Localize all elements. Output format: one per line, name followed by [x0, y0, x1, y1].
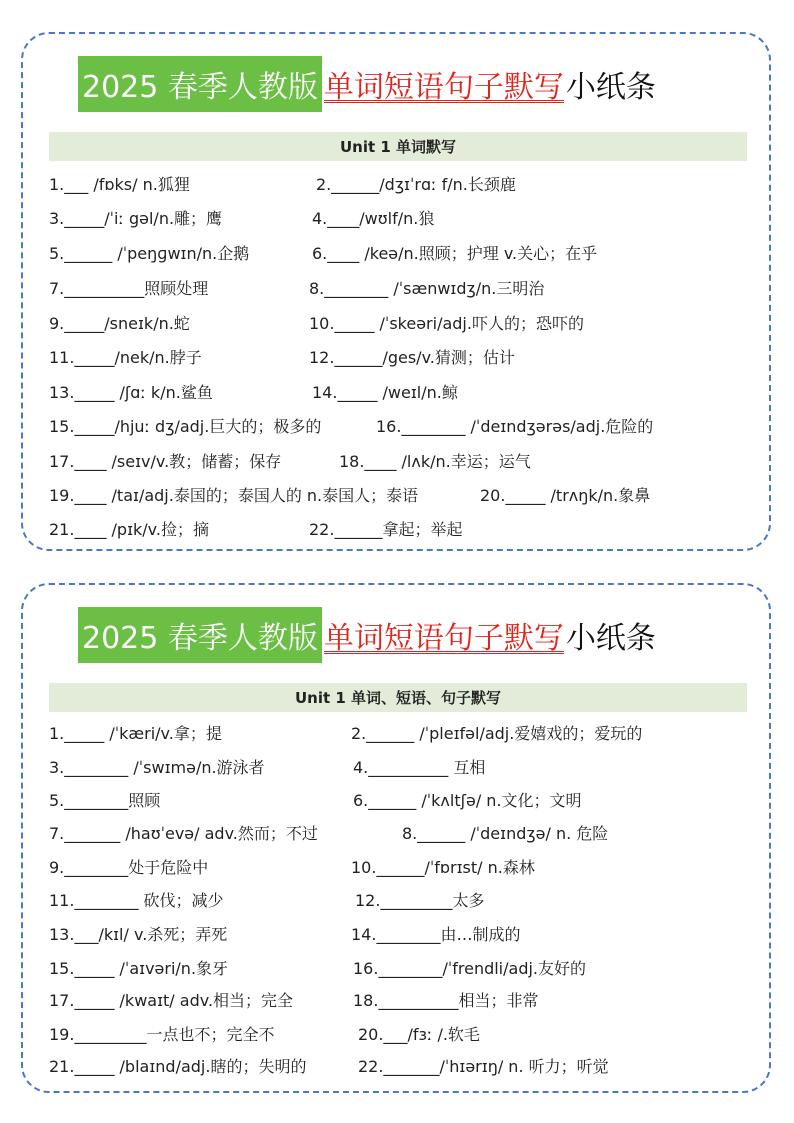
- vocab-item-6: 6.______ /ˈkʌltʃə/ n.文化；文明: [353, 791, 582, 810]
- vocab-item-17: 17.____ /seɪv/v.教；储蓄；保存: [49, 452, 282, 471]
- vocab-item-8: 8.________ /ˈsænwɪdʒ/n.三明治: [309, 279, 545, 298]
- vocab-item-3: 3.________ /ˈswɪmə/n.游泳者: [49, 758, 265, 777]
- vocab-item-22: 22.______拿起；举起: [309, 520, 463, 539]
- vocab-item-12: 12.______/ges/v.猜测；估计: [309, 348, 515, 367]
- vocab-item-4: 4.__________ 互相: [353, 758, 486, 777]
- vocab-item-3: 3._____/ˈiː gəl/n.雕；鹰: [49, 209, 223, 228]
- vocab-item-21: 21._____ /blaɪnd/adj.瞎的；失明的: [49, 1057, 307, 1076]
- title-red-part: 单词短语句子默写: [322, 607, 564, 663]
- vocab-item-10: 10._____ /ˈskeəri/adj.吓人的；恐吓的: [309, 314, 584, 333]
- vocab-item-19: 19._________一点也不；完全不: [49, 1025, 275, 1044]
- card-title: [78, 56, 656, 112]
- vocab-item-8: 8.______ /ˈdeɪndʒə/ n. 危险: [402, 824, 609, 843]
- vocab-item-2: 2.______/dʒɪˈrɑː f/n.长颈鹿: [316, 175, 516, 194]
- vocab-item-16: 16.________/ˈfrendli/adj.友好的: [353, 959, 587, 978]
- vocab-item-1: 1._____ /ˈkæri/v.拿；提: [49, 724, 222, 743]
- vocab-item-14: 14.________由…制成的: [351, 925, 521, 944]
- vocab-item-9: 9.________处于危险中: [49, 858, 209, 877]
- vocab-item-13: 13._____ /ʃɑː k/n.鲨鱼: [49, 383, 213, 402]
- vocab-item-1: 1.___ /fɒks/ n.狐狸: [49, 175, 190, 194]
- unit-header: Unit 1 单词、短语、句子默写: [49, 683, 747, 712]
- vocab-item-20: 20._____ /trʌŋk/n.象鼻: [480, 486, 651, 505]
- worksheet-card-2: [21, 583, 771, 1093]
- unit-header: Unit 1 单词默写: [49, 132, 747, 161]
- vocab-item-15: 15._____ /ˈaɪvəri/n.象牙: [49, 959, 229, 978]
- vocab-item-4: 4.____/wʊlf/n.狼: [312, 209, 435, 228]
- vocab-item-5: 5.______ /ˈpeŋɡwɪn/n.企鹅: [49, 244, 250, 263]
- vocab-item-7: 7.__________照顾处理: [49, 279, 209, 298]
- title-green-part: 2025 春季人教版: [78, 56, 322, 112]
- vocab-item-10: 10.______/ˈfɒrɪst/ n.森林: [351, 858, 535, 877]
- vocab-item-22: 22._______/ˈhɪərɪŋ/ n. 听力；听觉: [358, 1057, 609, 1076]
- vocab-item-16: 16.________ /ˈdeɪndʒərəs/adj.危险的: [376, 417, 654, 436]
- vocab-item-13: 13.___/kɪl/ v.杀死；弄死: [49, 925, 228, 944]
- vocab-item-9: 9._____/sneɪk/n.蛇: [49, 314, 190, 333]
- vocab-item-14: 14._____ /weɪl/n.鲸: [312, 383, 458, 402]
- title-green-part: 2025 春季人教版: [78, 607, 322, 663]
- vocab-item-12: 12._________太多: [355, 891, 485, 910]
- vocab-item-6: 6.____ /keə/n.照顾；护理 v.关心；在乎: [312, 244, 598, 263]
- vocab-item-11: 11.________ 砍伐；减少: [49, 891, 224, 910]
- vocab-item-21: 21.____ /pɪk/v.捡；摘: [49, 520, 209, 539]
- vocab-item-15: 15._____/hjuː dʒ/adj.巨大的；极多的: [49, 417, 322, 436]
- vocab-item-2: 2.______ /ˈpleɪfəl/adj.爱嬉戏的；爱玩的: [351, 724, 643, 743]
- vocab-item-11: 11._____/nek/n.脖子: [49, 348, 202, 367]
- vocab-item-19: 19.____ /taɪ/adj.泰国的；泰国人的 n.泰国人；泰语: [49, 486, 419, 505]
- vocab-item-18: 18.__________相当；非常: [353, 991, 539, 1010]
- title-red-part: 单词短语句子默写: [322, 56, 564, 112]
- title-black-part: 小纸条: [565, 70, 656, 105]
- title-black-part: 小纸条: [565, 621, 656, 656]
- card-title: [78, 607, 656, 663]
- vocab-item-5: 5.________照顾: [49, 791, 161, 810]
- vocab-item-18: 18.____ /lʌk/n.幸运；运气: [339, 452, 531, 471]
- worksheet-card-1: [21, 32, 771, 551]
- vocab-item-17: 17._____ /kwaɪt/ adv.相当；完全: [49, 991, 294, 1010]
- vocab-item-7: 7._______ /haʊˈevə/ adv.然而；不过: [49, 824, 318, 843]
- vocab-item-20: 20.___/fɜː /.软毛: [358, 1025, 480, 1044]
